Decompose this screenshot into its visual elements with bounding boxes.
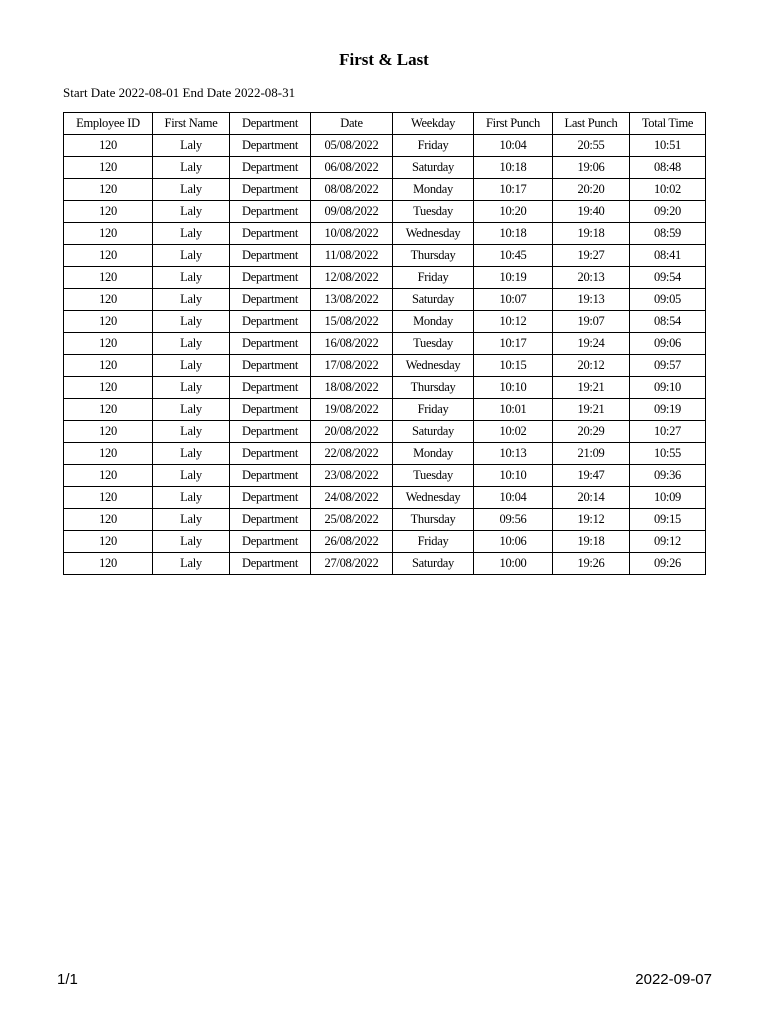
cell-date: 25/08/2022 [311, 509, 393, 531]
cell-total-time: 09:26 [630, 553, 706, 575]
cell-first-name: Laly [153, 443, 230, 465]
cell-total-time: 09:57 [630, 355, 706, 377]
cell-date: 17/08/2022 [311, 355, 393, 377]
cell-first-punch: 10:17 [474, 333, 553, 355]
cell-employee-id: 120 [64, 377, 153, 399]
cell-employee-id: 120 [64, 465, 153, 487]
cell-first-punch: 10:20 [474, 201, 553, 223]
cell-employee-id: 120 [64, 509, 153, 531]
cell-weekday: Thursday [393, 245, 474, 267]
cell-department: Department [230, 377, 311, 399]
cell-date: 22/08/2022 [311, 443, 393, 465]
cell-first-name: Laly [153, 201, 230, 223]
cell-total-time: 09:12 [630, 531, 706, 553]
cell-date: 15/08/2022 [311, 311, 393, 333]
table-row [64, 267, 706, 289]
cell-weekday: Friday [393, 267, 474, 289]
cell-date: 10/08/2022 [311, 223, 393, 245]
table-body [64, 135, 706, 575]
cell-employee-id: 120 [64, 311, 153, 333]
table-row [64, 531, 706, 553]
cell-employee-id: 120 [64, 443, 153, 465]
cell-department: Department [230, 487, 311, 509]
cell-date: 05/08/2022 [311, 135, 393, 157]
cell-first-name: Laly [153, 157, 230, 179]
table-row [64, 289, 706, 311]
cell-weekday: Thursday [393, 509, 474, 531]
cell-date: 12/08/2022 [311, 267, 393, 289]
cell-last-punch: 19:27 [553, 245, 630, 267]
table-row [64, 223, 706, 245]
cell-employee-id: 120 [64, 487, 153, 509]
cell-first-punch: 10:04 [474, 135, 553, 157]
cell-weekday: Friday [393, 531, 474, 553]
cell-last-punch: 19:40 [553, 201, 630, 223]
cell-department: Department [230, 421, 311, 443]
cell-total-time: 08:41 [630, 245, 706, 267]
cell-last-punch: 19:26 [553, 553, 630, 575]
cell-employee-id: 120 [64, 399, 153, 421]
cell-weekday: Thursday [393, 377, 474, 399]
cell-department: Department [230, 465, 311, 487]
cell-first-name: Laly [153, 509, 230, 531]
cell-last-punch: 20:55 [553, 135, 630, 157]
cell-date: 19/08/2022 [311, 399, 393, 421]
header-last-punch: Last Punch [553, 113, 630, 135]
cell-first-name: Laly [153, 377, 230, 399]
cell-first-name: Laly [153, 333, 230, 355]
table-row [64, 421, 706, 443]
cell-first-punch: 10:15 [474, 355, 553, 377]
cell-employee-id: 120 [64, 355, 153, 377]
cell-last-punch: 20:29 [553, 421, 630, 443]
cell-employee-id: 120 [64, 421, 153, 443]
cell-total-time: 09:20 [630, 201, 706, 223]
cell-weekday: Tuesday [393, 201, 474, 223]
cell-last-punch: 19:07 [553, 311, 630, 333]
cell-date: 23/08/2022 [311, 465, 393, 487]
cell-total-time: 10:55 [630, 443, 706, 465]
cell-weekday: Friday [393, 399, 474, 421]
cell-weekday: Wednesday [393, 487, 474, 509]
page-number: 1/1 [57, 971, 78, 988]
cell-department: Department [230, 179, 311, 201]
table-row [64, 333, 706, 355]
cell-last-punch: 19:18 [553, 223, 630, 245]
cell-employee-id: 120 [64, 245, 153, 267]
cell-first-name: Laly [153, 289, 230, 311]
table-row [64, 509, 706, 531]
table-row [64, 465, 706, 487]
cell-department: Department [230, 399, 311, 421]
cell-weekday: Wednesday [393, 355, 474, 377]
cell-department: Department [230, 553, 311, 575]
cell-total-time: 10:02 [630, 179, 706, 201]
table-row [64, 377, 706, 399]
cell-first-punch: 10:10 [474, 377, 553, 399]
cell-last-punch: 19:21 [553, 377, 630, 399]
cell-total-time: 08:54 [630, 311, 706, 333]
cell-first-name: Laly [153, 267, 230, 289]
cell-department: Department [230, 509, 311, 531]
cell-total-time: 09:36 [630, 465, 706, 487]
cell-first-name: Laly [153, 465, 230, 487]
table-row [64, 179, 706, 201]
table-row [64, 553, 706, 575]
cell-weekday: Saturday [393, 421, 474, 443]
cell-total-time: 08:48 [630, 157, 706, 179]
cell-employee-id: 120 [64, 333, 153, 355]
cell-first-punch: 10:10 [474, 465, 553, 487]
cell-date: 08/08/2022 [311, 179, 393, 201]
table-row [64, 399, 706, 421]
cell-date: 18/08/2022 [311, 377, 393, 399]
cell-weekday: Saturday [393, 553, 474, 575]
cell-employee-id: 120 [64, 531, 153, 553]
cell-first-punch: 10:19 [474, 267, 553, 289]
header-date: Date [311, 113, 393, 135]
cell-total-time: 09:15 [630, 509, 706, 531]
cell-total-time: 10:09 [630, 487, 706, 509]
cell-first-name: Laly [153, 135, 230, 157]
table-row [64, 443, 706, 465]
cell-total-time: 09:06 [630, 333, 706, 355]
cell-department: Department [230, 355, 311, 377]
attendance-table [63, 112, 706, 575]
cell-first-punch: 10:00 [474, 553, 553, 575]
cell-first-name: Laly [153, 355, 230, 377]
cell-department: Department [230, 443, 311, 465]
cell-first-name: Laly [153, 223, 230, 245]
cell-date: 26/08/2022 [311, 531, 393, 553]
header-first-name: First Name [153, 113, 230, 135]
cell-first-punch: 10:18 [474, 223, 553, 245]
cell-last-punch: 20:12 [553, 355, 630, 377]
cell-date: 16/08/2022 [311, 333, 393, 355]
cell-employee-id: 120 [64, 135, 153, 157]
header-weekday: Weekday [393, 113, 474, 135]
cell-employee-id: 120 [64, 553, 153, 575]
table-row [64, 135, 706, 157]
cell-first-punch: 10:45 [474, 245, 553, 267]
cell-last-punch: 19:06 [553, 157, 630, 179]
header-total-time: Total Time [630, 113, 706, 135]
header-employee-id: Employee ID [64, 113, 153, 135]
cell-first-punch: 10:17 [474, 179, 553, 201]
cell-department: Department [230, 135, 311, 157]
table-row [64, 311, 706, 333]
cell-employee-id: 120 [64, 223, 153, 245]
cell-last-punch: 20:13 [553, 267, 630, 289]
cell-weekday: Tuesday [393, 333, 474, 355]
cell-date: 11/08/2022 [311, 245, 393, 267]
date-range: Start Date 2022-08-01 End Date 2022-08-31 [63, 85, 296, 100]
cell-last-punch: 20:20 [553, 179, 630, 201]
cell-date: 20/08/2022 [311, 421, 393, 443]
header-first-punch: First Punch [474, 113, 553, 135]
table-row [64, 245, 706, 267]
cell-department: Department [230, 311, 311, 333]
cell-last-punch: 19:21 [553, 399, 630, 421]
cell-date: 06/08/2022 [311, 157, 393, 179]
print-date: 2022-09-07 [635, 971, 712, 988]
cell-weekday: Tuesday [393, 465, 474, 487]
cell-total-time: 09:19 [630, 399, 706, 421]
cell-first-punch: 10:07 [474, 289, 553, 311]
cell-date: 24/08/2022 [311, 487, 393, 509]
table-row [64, 355, 706, 377]
cell-total-time: 09:54 [630, 267, 706, 289]
cell-date: 27/08/2022 [311, 553, 393, 575]
cell-first-name: Laly [153, 245, 230, 267]
cell-first-punch: 10:12 [474, 311, 553, 333]
cell-total-time: 10:27 [630, 421, 706, 443]
cell-weekday: Saturday [393, 289, 474, 311]
cell-weekday: Friday [393, 135, 474, 157]
cell-department: Department [230, 289, 311, 311]
cell-total-time: 08:59 [630, 223, 706, 245]
cell-first-name: Laly [153, 553, 230, 575]
cell-first-punch: 10:06 [474, 531, 553, 553]
cell-first-punch: 10:04 [474, 487, 553, 509]
cell-last-punch: 19:13 [553, 289, 630, 311]
cell-weekday: Monday [393, 311, 474, 333]
report-title: First & Last [339, 50, 429, 69]
cell-first-name: Laly [153, 531, 230, 553]
cell-department: Department [230, 245, 311, 267]
cell-last-punch: 19:24 [553, 333, 630, 355]
cell-last-punch: 19:47 [553, 465, 630, 487]
cell-department: Department [230, 531, 311, 553]
cell-first-punch: 10:02 [474, 421, 553, 443]
cell-first-name: Laly [153, 179, 230, 201]
table-row [64, 201, 706, 223]
cell-first-name: Laly [153, 421, 230, 443]
cell-total-time: 09:05 [630, 289, 706, 311]
cell-first-name: Laly [153, 399, 230, 421]
cell-date: 13/08/2022 [311, 289, 393, 311]
cell-department: Department [230, 333, 311, 355]
table-row [64, 157, 706, 179]
cell-department: Department [230, 157, 311, 179]
cell-weekday: Wednesday [393, 223, 474, 245]
cell-first-punch: 10:01 [474, 399, 553, 421]
cell-department: Department [230, 223, 311, 245]
cell-total-time: 09:10 [630, 377, 706, 399]
cell-first-punch: 09:56 [474, 509, 553, 531]
cell-employee-id: 120 [64, 201, 153, 223]
cell-employee-id: 120 [64, 157, 153, 179]
cell-last-punch: 19:18 [553, 531, 630, 553]
cell-employee-id: 120 [64, 267, 153, 289]
cell-date: 09/08/2022 [311, 201, 393, 223]
cell-last-punch: 20:14 [553, 487, 630, 509]
cell-last-punch: 21:09 [553, 443, 630, 465]
cell-first-punch: 10:13 [474, 443, 553, 465]
table-header-row [64, 113, 706, 135]
cell-first-punch: 10:18 [474, 157, 553, 179]
cell-last-punch: 19:12 [553, 509, 630, 531]
cell-first-name: Laly [153, 311, 230, 333]
cell-employee-id: 120 [64, 179, 153, 201]
cell-department: Department [230, 201, 311, 223]
table-row [64, 487, 706, 509]
cell-employee-id: 120 [64, 289, 153, 311]
cell-weekday: Monday [393, 179, 474, 201]
cell-first-name: Laly [153, 487, 230, 509]
cell-weekday: Monday [393, 443, 474, 465]
header-department: Department [230, 113, 311, 135]
cell-weekday: Saturday [393, 157, 474, 179]
cell-total-time: 10:51 [630, 135, 706, 157]
cell-department: Department [230, 267, 311, 289]
